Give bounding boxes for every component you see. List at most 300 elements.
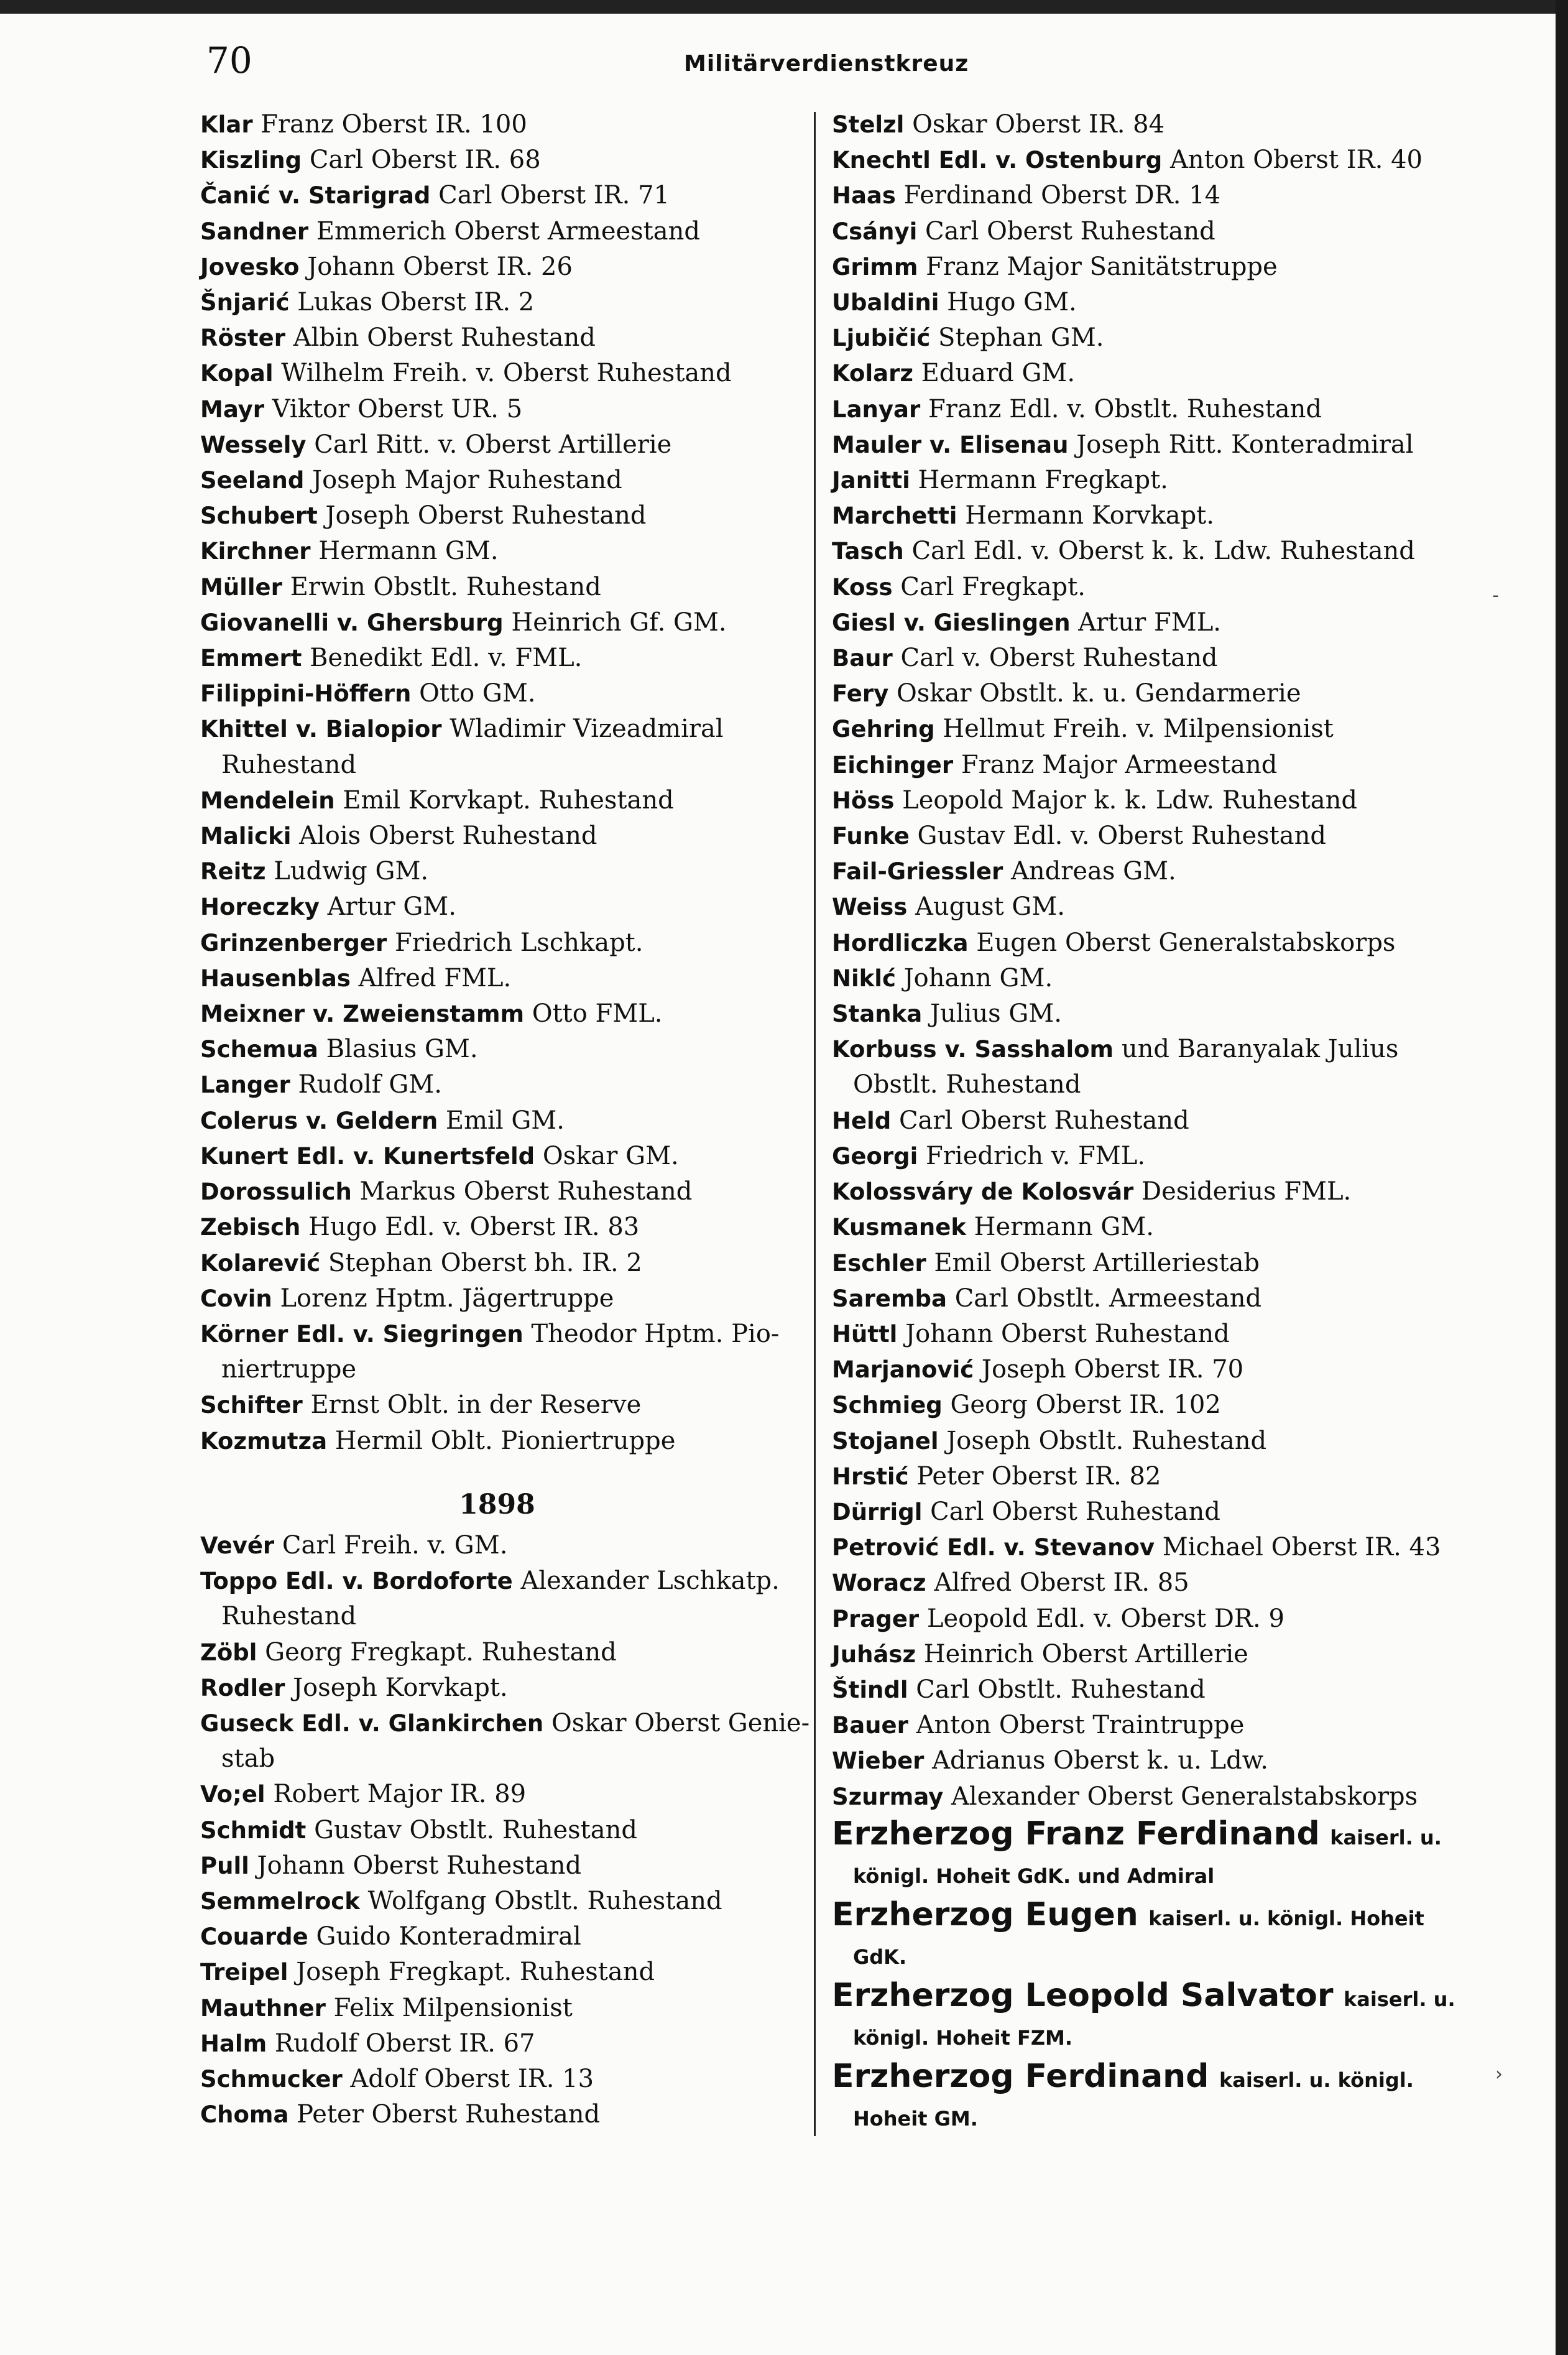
entry-name: Bauer xyxy=(832,1712,908,1739)
left-entry xyxy=(200,392,819,427)
entry-details: Joseph Oberst Ruhestand xyxy=(325,501,647,530)
entry-details: Julius GM. xyxy=(929,999,1062,1029)
entry-details: Michael Oberst IR. 43 xyxy=(1162,1533,1441,1562)
left-1898-entry xyxy=(200,1706,819,1777)
left-entry xyxy=(200,1246,819,1281)
right-entry xyxy=(832,641,1466,676)
entry-name: Grinzenberger xyxy=(200,929,387,956)
entry-name: Kozmutza xyxy=(200,1427,328,1455)
left-1898-entry xyxy=(200,1919,819,1955)
entry-details: Rudolf Oberst IR. 67 xyxy=(274,2029,535,2058)
entry-name: Prager xyxy=(832,1605,920,1632)
entry-name: Koss xyxy=(832,573,893,601)
right-entry xyxy=(832,783,1466,818)
left-1898-entry xyxy=(200,2097,819,2132)
entry-details: Oskar Oberst IR. 84 xyxy=(912,110,1165,139)
left-entry xyxy=(200,676,819,711)
right-entry xyxy=(832,1743,1466,1779)
entry-name: Pull xyxy=(200,1852,249,1879)
entry-details: und Baranyalak Julius xyxy=(1121,1035,1399,1064)
left-entry xyxy=(200,783,819,818)
entry-name: Tasch xyxy=(832,538,904,565)
entry-details: Ernst Oblt. in der Reserve xyxy=(310,1390,642,1420)
entry-name: Wieber xyxy=(832,1747,925,1775)
entry-details: Hermann GM. xyxy=(318,537,499,566)
entry-details: Oskar Oberst Genie- xyxy=(551,1708,810,1737)
right-entry xyxy=(832,1281,1466,1316)
right-entry xyxy=(832,1246,1466,1281)
entry-details: Benedikt Edl. v. FML. xyxy=(310,644,583,673)
entry-name: Klar xyxy=(200,111,253,138)
entry-details: Theodor Hptm. Pio- xyxy=(531,1319,780,1348)
running-head: Militärverdienstkreuz xyxy=(684,51,969,76)
left-1898-entry xyxy=(200,1848,819,1884)
royal-entry xyxy=(832,2057,1466,2138)
margin-mark: - xyxy=(1492,585,1499,606)
entry-details: Emil GM. xyxy=(445,1106,565,1135)
royal-name: Erzherzog Franz Ferdinand xyxy=(832,1815,1320,1853)
entry-name: Szurmay xyxy=(832,1783,944,1810)
right-entry xyxy=(832,1530,1466,1565)
left-entry xyxy=(200,142,819,178)
right-entry xyxy=(832,285,1466,320)
entry-name: Fail-Griessler xyxy=(832,858,1003,886)
entry-name: Petrović Edl. v. Stevanov xyxy=(832,1534,1155,1562)
right-entry xyxy=(832,1779,1466,1815)
entry-name: Kolossváry de Kolosvár xyxy=(832,1178,1134,1206)
entry-details: Eugen Oberst Generalstabskorps xyxy=(976,928,1396,957)
entry-name: Mayr xyxy=(200,396,265,423)
left-1898-entry xyxy=(200,1991,819,2026)
entry-details: Andreas GM. xyxy=(1010,857,1176,886)
entry-details: Blasius GM. xyxy=(326,1035,478,1064)
entry-name: Kolarz xyxy=(832,360,913,387)
entry-details: Johann Oberst IR. 26 xyxy=(307,252,573,281)
entry-name: Choma xyxy=(200,2101,289,2129)
left-entry xyxy=(200,1103,819,1139)
entry-name: Hordliczka xyxy=(832,929,969,956)
right-entry xyxy=(832,1601,1466,1637)
right-entry xyxy=(832,1387,1466,1423)
entry-name: Woracz xyxy=(832,1570,926,1597)
entry-details: Alexander Oberst Generalstabskorps xyxy=(951,1782,1418,1811)
left-entry xyxy=(200,1423,819,1459)
entry-details: Hugo GM. xyxy=(947,288,1077,317)
entry-details: Emil Oberst Artilleriestab xyxy=(934,1248,1260,1277)
royal-first-line xyxy=(832,1895,1466,1938)
entry-name: Kiszling xyxy=(200,147,302,174)
entry-details: Lukas Oberst IR. 2 xyxy=(297,288,535,317)
entry-name: Štindl xyxy=(832,1676,908,1703)
entry-name: Georgi xyxy=(832,1142,918,1170)
entry-name: Kopal xyxy=(200,360,274,387)
entry-details: Robert Major IR. 89 xyxy=(273,1780,527,1809)
entry-details: Hermil Oblt. Pioniertruppe xyxy=(334,1426,676,1455)
right-entry xyxy=(832,818,1466,854)
entry-details: Franz Edl. v. Obstlt. Ruhestand xyxy=(928,394,1322,423)
entry-details: Albin Oberst Ruhestand xyxy=(293,323,596,353)
entry-details: Alexander Lschkatp. xyxy=(520,1566,780,1596)
right-entry xyxy=(832,747,1466,783)
entry-name: Schemua xyxy=(200,1036,318,1063)
entry-details: Felix Milpensionist xyxy=(333,1993,573,2022)
right-entry xyxy=(832,1032,1466,1103)
entry-details: Emmerich Oberst Armeestand xyxy=(316,216,700,246)
entry-name: Couarde xyxy=(200,1923,308,1951)
left-entry xyxy=(200,534,819,569)
entry-details: Carl Obstlt. Armeestand xyxy=(954,1284,1262,1313)
entry-details: Viktor Oberst UR. 5 xyxy=(272,394,523,423)
entry-details: Gustav Obstlt. Ruhestand xyxy=(314,1815,637,1844)
entry-details: Carl Oberst Ruhestand xyxy=(925,216,1215,246)
right-entry xyxy=(832,889,1466,925)
entry-details: Rudolf GM. xyxy=(298,1070,442,1099)
right-entry xyxy=(832,1139,1466,1174)
royal-first-line xyxy=(832,1976,1466,2019)
entry-name: Dorossulich xyxy=(200,1178,352,1206)
entry-details: Gustav Edl. v. Oberst Ruhestand xyxy=(917,821,1326,851)
right-entry xyxy=(832,320,1466,356)
entry-name: Funke xyxy=(832,823,910,850)
entry-name: Giovanelli v. Ghersburg xyxy=(200,609,504,636)
right-entry xyxy=(832,249,1466,285)
left-entry xyxy=(200,463,819,498)
entry-details: Johann Oberst Ruhestand xyxy=(257,1851,582,1880)
right-entry xyxy=(832,214,1466,249)
entry-name: Reitz xyxy=(200,858,266,886)
left-entry xyxy=(200,854,819,889)
entry-details: Wilhelm Freih. v. Oberst Ruhestand xyxy=(281,359,732,388)
left-entry xyxy=(200,356,819,391)
entry-name: Filippini-Höffern xyxy=(200,680,412,708)
right-entry xyxy=(832,498,1466,534)
entry-name: Khittel v. Bialopior xyxy=(200,716,442,743)
right-entry xyxy=(832,1423,1466,1459)
royal-first-line xyxy=(832,1815,1466,1857)
entry-name: Zöbl xyxy=(200,1639,257,1666)
entry-name: Zebisch xyxy=(200,1214,301,1241)
entry-details: Carl Edl. v. Oberst k. k. Ldw. Ruhestand xyxy=(911,537,1415,566)
royal-entry xyxy=(832,1895,1466,1976)
entry-details: Carl Obstlt. Ruhestand xyxy=(916,1675,1206,1704)
year-heading: 1898 xyxy=(459,1488,535,1520)
right-entry xyxy=(832,1637,1466,1672)
entry-name: Held xyxy=(832,1107,892,1134)
entry-continuation: niertruppe xyxy=(221,1355,357,1384)
right-entry xyxy=(832,1494,1466,1530)
royal-continuation: königl. Hoheit FZM. xyxy=(853,2025,1073,2050)
right-entry xyxy=(832,392,1466,427)
royal-entry-list xyxy=(832,1815,1466,2138)
royal-title: kaiserl. u. königl. Hoheit xyxy=(1148,1906,1424,1930)
scan-edge-right xyxy=(1556,0,1568,2355)
right-entry xyxy=(832,1103,1466,1139)
left-1898-entry xyxy=(200,1528,819,1563)
entry-name: Fery xyxy=(832,680,889,708)
left-1898-entry xyxy=(200,1777,819,1812)
left-entry xyxy=(200,1210,819,1245)
entry-details: Adolf Oberst IR. 13 xyxy=(350,2064,594,2093)
entry-name: Haas xyxy=(832,182,896,210)
left-entry xyxy=(200,925,819,961)
entry-details: Carl Ritt. v. Oberst Artillerie xyxy=(314,430,672,459)
entry-name: Malicki xyxy=(200,823,292,850)
entry-details: Alfred Oberst IR. 85 xyxy=(934,1568,1189,1598)
entry-name: Mauler v. Elisenau xyxy=(832,431,1069,458)
left-column xyxy=(200,107,819,2132)
left-entry xyxy=(200,570,819,605)
entry-details: Joseph Fregkapt. Ruhestand xyxy=(296,1958,655,1987)
entry-continuation: Obstlt. Ruhestand xyxy=(853,1070,1081,1099)
royal-continuation: GdK. xyxy=(853,1945,907,1969)
entry-details: Artur GM. xyxy=(327,892,456,922)
entry-name: Schubert xyxy=(200,502,318,530)
right-entry xyxy=(832,1316,1466,1352)
entry-name: Korbuss v. Sasshalom xyxy=(832,1036,1114,1063)
left-entry xyxy=(200,1139,819,1174)
entry-details: Joseph Korvkapt. xyxy=(293,1673,508,1702)
entry-name: Giesl v. Gieslingen xyxy=(832,609,1071,636)
entry-details: Carl Oberst IR. 71 xyxy=(438,181,670,210)
entry-name: Treipel xyxy=(200,1959,288,1986)
entry-details: Franz Major Sanitätstruppe xyxy=(926,252,1278,281)
entry-details: Wladimir Vizeadmiral xyxy=(450,715,724,744)
entry-details: Joseph Oberst IR. 70 xyxy=(981,1355,1244,1384)
entry-details: Artur FML. xyxy=(1078,608,1221,637)
entry-details: Friedrich v. FML. xyxy=(926,1141,1146,1170)
entry-name: Ubaldini xyxy=(832,289,939,317)
entry-details: Joseph Obstlt. Ruhestand xyxy=(946,1426,1267,1455)
entry-details: Carl Fregkapt. xyxy=(900,572,1086,601)
royal-continuation: königl. Hoheit GdK. und Admiral xyxy=(853,1864,1215,1888)
right-entry xyxy=(832,534,1466,569)
entry-name: Weiss xyxy=(832,894,908,921)
right-entry xyxy=(832,1210,1466,1245)
entry-name: Sandner xyxy=(200,218,309,245)
left-1898-entry xyxy=(200,2026,819,2061)
entry-name: Lanyar xyxy=(832,396,921,423)
entry-details: Johann Oberst Ruhestand xyxy=(905,1319,1230,1348)
entry-name: Mendelein xyxy=(200,787,335,814)
entry-details: Hermann Fregkapt. xyxy=(918,466,1168,495)
royal-first-line xyxy=(832,2057,1466,2099)
right-entry xyxy=(832,854,1466,889)
left-entry xyxy=(200,889,819,925)
left-entry xyxy=(200,1032,819,1067)
entry-details: Oskar Obstlt. k. u. Gendarmerie xyxy=(896,679,1301,708)
right-entry xyxy=(832,961,1466,996)
entry-name: Schifter xyxy=(200,1392,303,1419)
entry-name: Kolarević xyxy=(200,1249,321,1277)
entry-details: Heinrich Oberst Artillerie xyxy=(923,1639,1248,1668)
right-entry xyxy=(832,711,1466,747)
entry-name: Eschler xyxy=(832,1249,926,1277)
left-entry xyxy=(200,641,819,676)
entry-name: Baur xyxy=(832,645,893,672)
entry-name: Halm xyxy=(200,2030,267,2057)
entry-details: Hermann Korvkapt. xyxy=(965,501,1214,530)
left-entry-list-1898 xyxy=(200,1528,819,2132)
entry-details: Alois Oberst Ruhestand xyxy=(299,821,597,851)
entry-name: Hrstić xyxy=(832,1463,909,1490)
entry-name: Horeczky xyxy=(200,894,320,921)
left-1898-entry xyxy=(200,1563,819,1634)
entry-name: Kirchner xyxy=(200,538,311,565)
entry-details: Anton Oberst Traintruppe xyxy=(916,1711,1245,1740)
left-entry xyxy=(200,427,819,463)
royal-title: kaiserl. u. xyxy=(1330,1825,1442,1849)
entry-continuation: Ruhestand xyxy=(221,750,357,779)
entry-details: Guido Konteradmiral xyxy=(316,1922,581,1951)
entry-details: August GM. xyxy=(915,892,1066,922)
entry-name: Kunert Edl. v. Kunertsfeld xyxy=(200,1142,535,1170)
entry-name: Ljubičić xyxy=(832,325,931,352)
entry-name: Hausenblas xyxy=(200,965,351,992)
page-number: 70 xyxy=(206,39,252,81)
entry-name: Knechtl Edl. v. Ostenburg xyxy=(832,147,1163,174)
right-entry xyxy=(832,1352,1466,1387)
entry-name: Emmert xyxy=(200,645,302,672)
entry-name: Seeland xyxy=(200,467,305,494)
right-entry xyxy=(832,605,1466,641)
entry-details: Hellmut Freih. v. Milpensionist xyxy=(943,715,1334,744)
entry-details: Stephan GM. xyxy=(938,323,1104,353)
right-entry xyxy=(832,1672,1466,1708)
entry-name: Schmucker xyxy=(200,2065,343,2093)
left-entry xyxy=(200,214,819,249)
entry-details: Heinrich Gf. GM. xyxy=(511,608,727,637)
entry-details: Ferdinand Oberst DR. 14 xyxy=(903,181,1221,210)
entry-details: Carl Oberst Ruhestand xyxy=(898,1106,1189,1135)
entry-name: Saremba xyxy=(832,1285,947,1312)
entry-details: Georg Fregkapt. Ruhestand xyxy=(265,1637,617,1667)
entry-name: Janitti xyxy=(832,467,910,494)
left-1898-entry xyxy=(200,2061,819,2097)
entry-name: Vo;el xyxy=(200,1781,265,1808)
entry-details: Eduard GM. xyxy=(921,359,1076,388)
entry-details: Carl Oberst IR. 68 xyxy=(309,146,541,175)
left-entry xyxy=(200,996,819,1032)
entry-name: Röster xyxy=(200,325,285,352)
left-entry xyxy=(200,711,819,782)
entry-name: Hüttl xyxy=(832,1320,898,1348)
left-entry xyxy=(200,498,819,534)
entry-details: Joseph Major Ruhestand xyxy=(312,466,622,495)
entry-name: Csányi xyxy=(832,218,918,245)
royal-title: kaiserl. u. xyxy=(1344,1987,1455,2011)
entry-details: Peter Oberst Ruhestand xyxy=(297,2100,601,2129)
entry-name: Dürrigl xyxy=(832,1498,923,1525)
entry-details: Carl Oberst Ruhestand xyxy=(930,1497,1220,1526)
left-entry xyxy=(200,1174,819,1210)
royal-entry xyxy=(832,1815,1466,1895)
left-entry xyxy=(200,1387,819,1423)
entry-details: Alfred FML. xyxy=(358,963,512,992)
entry-name: Stanka xyxy=(832,1001,923,1028)
entry-name: Gehring xyxy=(832,716,935,743)
entry-details: Joseph Ritt. Konteradmiral xyxy=(1076,430,1414,459)
right-entry xyxy=(832,142,1466,178)
left-1898-entry xyxy=(200,1670,819,1706)
entry-details: Wolfgang Obstlt. Ruhestand xyxy=(367,1886,722,1915)
entry-details: Johann GM. xyxy=(903,963,1053,992)
entry-name: Vevér xyxy=(200,1532,275,1559)
entry-name: Covin xyxy=(200,1285,272,1312)
entry-name: Kusmanek xyxy=(832,1214,966,1241)
left-entry xyxy=(200,320,819,356)
royal-name: Erzherzog Leopold Salvator xyxy=(832,1976,1334,2014)
entry-name: Colerus v. Geldern xyxy=(200,1107,438,1134)
left-1898-entry xyxy=(200,1813,819,1848)
entry-details: Ludwig GM. xyxy=(274,857,429,886)
left-entry xyxy=(200,818,819,854)
left-entry xyxy=(200,1067,819,1103)
left-1898-entry xyxy=(200,1955,819,1990)
left-entry xyxy=(200,249,819,285)
entry-details: Anton Oberst IR. 40 xyxy=(1169,146,1423,175)
entry-details: Emil Korvkapt. Ruhestand xyxy=(343,785,674,815)
right-entry xyxy=(832,107,1466,142)
right-entry xyxy=(832,356,1466,391)
right-entry xyxy=(832,1708,1466,1743)
left-entry xyxy=(200,605,819,641)
entry-details: Hermann GM. xyxy=(974,1213,1154,1242)
entry-details: Otto GM. xyxy=(419,679,536,708)
entry-details: Lorenz Hptm. Jägertruppe xyxy=(280,1284,614,1313)
left-1898-entry xyxy=(200,1635,819,1670)
entry-details: Franz Oberst IR. 100 xyxy=(261,110,527,139)
entry-details: Adrianus Oberst k. u. Ldw. xyxy=(932,1746,1268,1775)
right-entry xyxy=(832,178,1466,213)
entry-name: Wessely xyxy=(200,431,307,458)
royal-entry xyxy=(832,1976,1466,2057)
entry-details: Carl v. Oberst Ruhestand xyxy=(900,644,1218,673)
entry-details: Georg Oberst IR. 102 xyxy=(950,1390,1221,1420)
royal-name: Erzherzog Eugen xyxy=(832,1895,1138,1933)
entry-name: Guseck Edl. v. Glankirchen xyxy=(200,1710,544,1737)
right-entry xyxy=(832,925,1466,961)
entry-name: Mauthner xyxy=(200,1994,326,2022)
entry-details: Markus Oberst Ruhestand xyxy=(359,1177,693,1206)
entry-name: Rodler xyxy=(200,1674,285,1701)
right-entry xyxy=(832,427,1466,463)
entry-details: Oskar GM. xyxy=(542,1141,679,1170)
right-entry xyxy=(832,996,1466,1032)
right-entry xyxy=(832,463,1466,498)
entry-name: Marchetti xyxy=(832,502,957,530)
royal-name: Erzherzog Ferdinand xyxy=(832,2057,1209,2095)
entry-details: Hugo Edl. v. Oberst IR. 83 xyxy=(308,1213,640,1242)
entry-continuation: Ruhestand xyxy=(221,1602,357,1631)
left-entry xyxy=(200,1316,819,1387)
entry-name: Müller xyxy=(200,573,282,601)
right-entry xyxy=(832,1459,1466,1494)
entry-details: Leopold Edl. v. Oberst DR. 9 xyxy=(926,1604,1284,1633)
left-entry xyxy=(200,285,819,320)
left-entry xyxy=(200,178,819,213)
entry-name: Stojanel xyxy=(832,1427,939,1455)
entry-name: Toppo Edl. v. Bordoforte xyxy=(200,1568,513,1595)
entry-name: Jovesko xyxy=(200,253,300,280)
entry-name: Eichinger xyxy=(832,751,954,779)
entry-details: Friedrich Lschkapt. xyxy=(394,928,643,957)
entry-name: Grimm xyxy=(832,253,918,280)
right-entry xyxy=(832,1174,1466,1210)
entry-name: Körner Edl. v. Siegringen xyxy=(200,1320,523,1348)
entry-details: Erwin Obstlt. Ruhestand xyxy=(290,572,601,601)
entry-name: Langer xyxy=(200,1071,290,1099)
left-entry xyxy=(200,107,819,142)
